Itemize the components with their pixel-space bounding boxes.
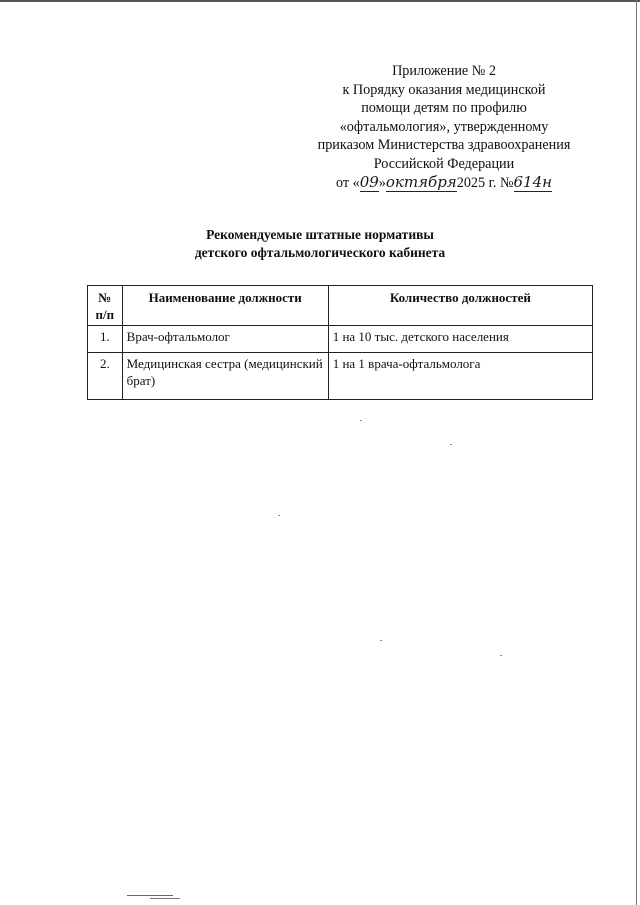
scan-artifact-line (127, 895, 173, 896)
handwritten-order-number: 614н (513, 173, 553, 191)
cell-position: Медицинская сестра (медицинский брат) (122, 353, 328, 400)
appendix-line-2: к Порядку оказания медицинской (342, 81, 546, 98)
table-row (88, 353, 593, 400)
scan-edge-top (0, 0, 640, 2)
scan-speck (360, 420, 362, 421)
header-number: № п/п (88, 286, 123, 326)
handwritten-day: 09 (359, 173, 379, 191)
appendix-number: Приложение № 2 (392, 63, 496, 79)
table-header-row (88, 286, 593, 326)
scan-speck (278, 515, 280, 516)
appendix-line-6: Российской Федерации (373, 155, 515, 172)
staffing-table (87, 285, 593, 400)
scan-edge-right (636, 0, 637, 905)
appendix-line-5: приказом Министерства здравоохранения (317, 137, 571, 153)
date-mid: » (378, 175, 386, 191)
cell-number: 2. (88, 353, 123, 400)
cell-count: 1 на 10 тыс. детского населения (328, 326, 592, 353)
cell-count: 1 на 1 врача-офтальмолога (328, 353, 592, 400)
document-title (0, 226, 640, 262)
handwritten-month: октября (385, 173, 457, 191)
cell-position: Врач-офтальмолог (122, 326, 328, 353)
order-date-line (298, 173, 590, 193)
title-line-2: детского офтальмологического кабинета (194, 245, 446, 260)
header-count: Количество должностей (328, 286, 592, 326)
appendix-line-3: помощи детям по профилю (361, 100, 527, 116)
appendix-block (298, 62, 590, 193)
scan-artifact-line (150, 898, 180, 899)
date-prefix: от « (335, 175, 360, 191)
scan-speck (450, 444, 452, 445)
header-position: Наименование должности (122, 286, 328, 326)
title-line-1: Рекомендуемые штатные нормативы (206, 227, 434, 242)
scan-speck (500, 655, 502, 656)
cell-number: 1. (88, 326, 123, 353)
appendix-line-4: «офтальмология», утвержденному (339, 118, 549, 135)
scan-speck (380, 640, 382, 641)
date-year: 2025 г. № (456, 175, 514, 191)
table-row (88, 326, 593, 353)
